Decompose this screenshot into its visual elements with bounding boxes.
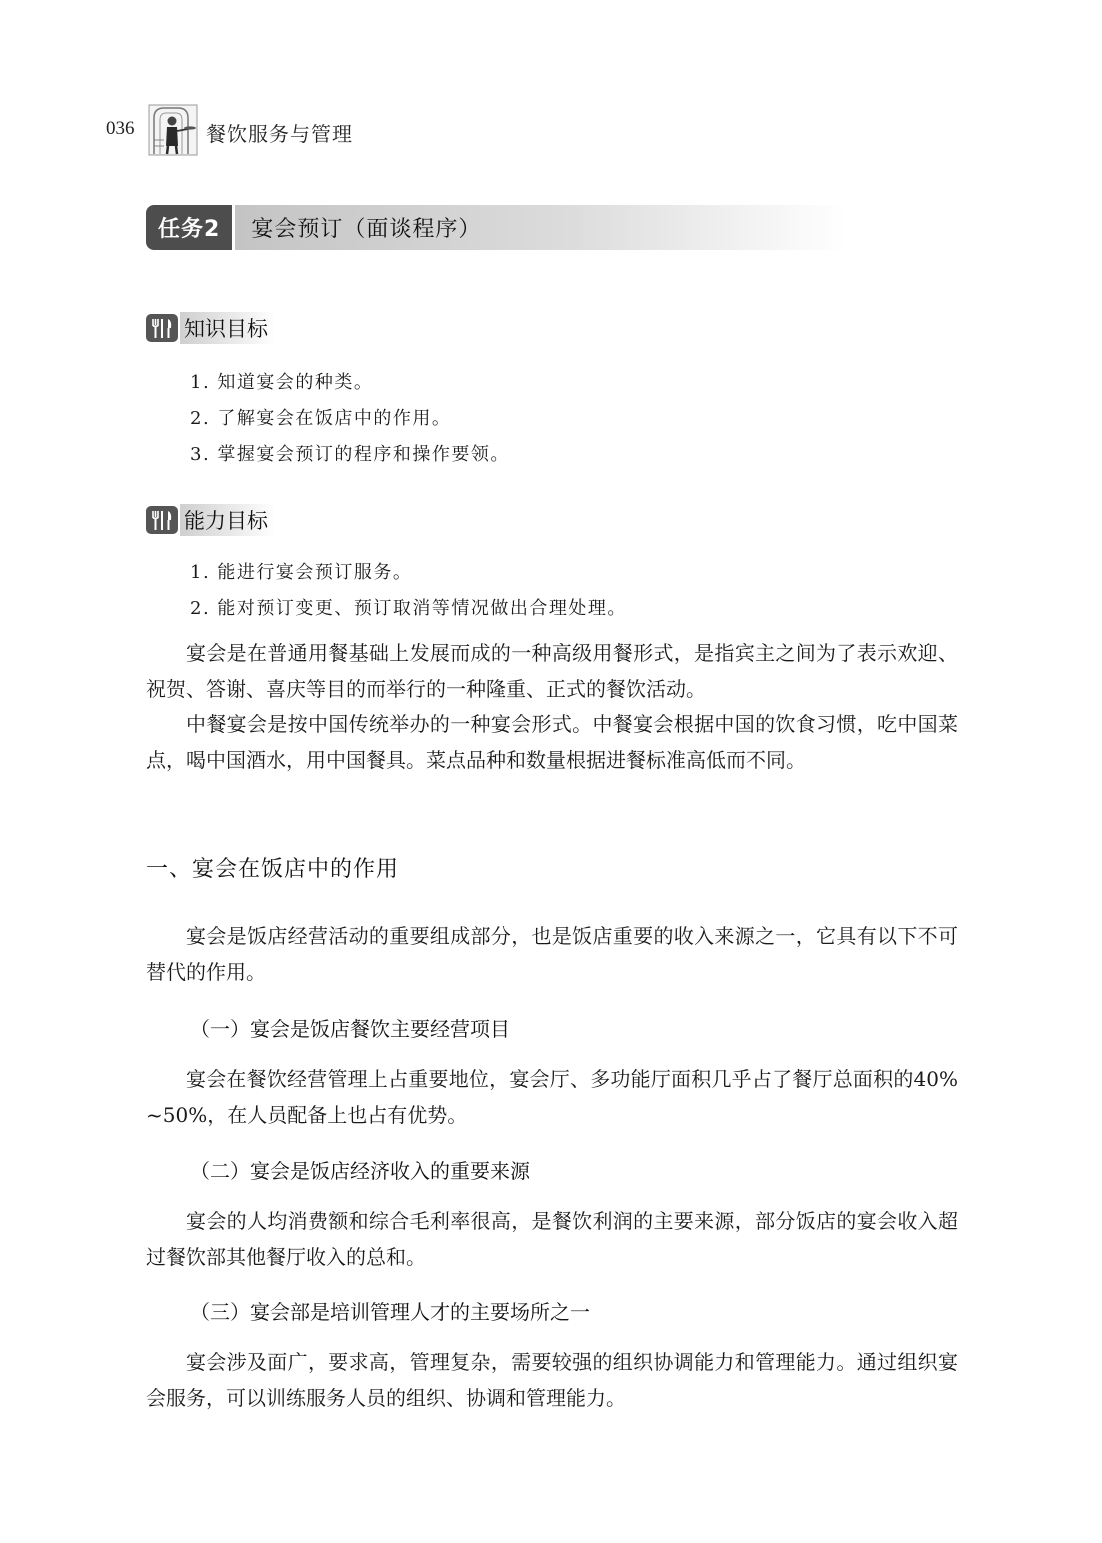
intro-paragraph: 宴会是在普通用餐基础上发展而成的一种高级用餐形式，是指宾主之间为了表示欢迎、祝贺、答谢、喜庆等目的而举行的一种隆重、正式的餐饮活动。 xyxy=(146,641,958,701)
sub-heading: （二）宴会是饭店经济收入的重要来源 xyxy=(190,1159,530,1183)
knowledge-goals-title: 知识目标 xyxy=(180,312,276,344)
fork-knife-icon xyxy=(146,506,178,534)
ability-goal-item: 2. 能对预订变更、预订取消等情况做出合理处理。 xyxy=(190,598,627,619)
knowledge-goal-item: 2. 了解宴会在饭店中的作用。 xyxy=(190,408,452,429)
waiter-illustration-icon xyxy=(148,104,198,156)
section-paragraph: 宴会在餐饮经营管理上占重要地位，宴会厅、多功能厅面积几乎占了餐厅总面积的40% ~50%，在人员配备上也占有优势。 xyxy=(146,1067,958,1127)
knowledge-goals-header xyxy=(146,314,276,342)
page-number: 036 xyxy=(106,118,135,139)
section-paragraph: 宴会的人均消费额和综合毛利率很高，是餐饮利润的主要来源，部分饭店的宴会收入超过餐饮部其他餐厅收入的总和。 xyxy=(146,1209,958,1269)
book-title: 餐饮服务与管理 xyxy=(206,122,353,146)
intro-paragraph: 中餐宴会是按中国传统举办的一种宴会形式。中餐宴会根据中国的饮食习惯，吃中国菜点，喝中国酒水，用中国餐具。菜点品种和数量根据进餐标准高低而不同。 xyxy=(146,712,958,772)
task-label: 任务2 xyxy=(146,205,232,250)
task-title: 宴会预订（面谈程序） xyxy=(235,205,846,250)
task-banner xyxy=(146,205,846,250)
ability-goal-item: 1. 能进行宴会预订服务。 xyxy=(190,562,413,583)
section-paragraph: 宴会是饭店经营活动的重要组成部分，也是饭店重要的收入来源之一，它具有以下不可替代的作用。 xyxy=(146,924,958,984)
sub-heading: （一）宴会是饭店餐饮主要经营项目 xyxy=(190,1017,510,1041)
ability-goals-title: 能力目标 xyxy=(180,504,276,536)
sub-heading: （三）宴会部是培训管理人才的主要场所之一 xyxy=(190,1300,590,1324)
knowledge-goal-item: 1. 知道宴会的种类。 xyxy=(190,372,374,393)
section-heading: 一、宴会在饭店中的作用 xyxy=(146,857,400,882)
fork-knife-icon xyxy=(146,314,178,342)
section-paragraph: 宴会涉及面广，要求高，管理复杂，需要较强的组织协调能力和管理能力。通过组织宴会服务，可以训练服务人员的组织、协调和管理能力。 xyxy=(146,1350,958,1410)
knowledge-goal-item: 3. 掌握宴会预订的程序和操作要领。 xyxy=(190,444,510,465)
ability-goals-header xyxy=(146,506,276,534)
